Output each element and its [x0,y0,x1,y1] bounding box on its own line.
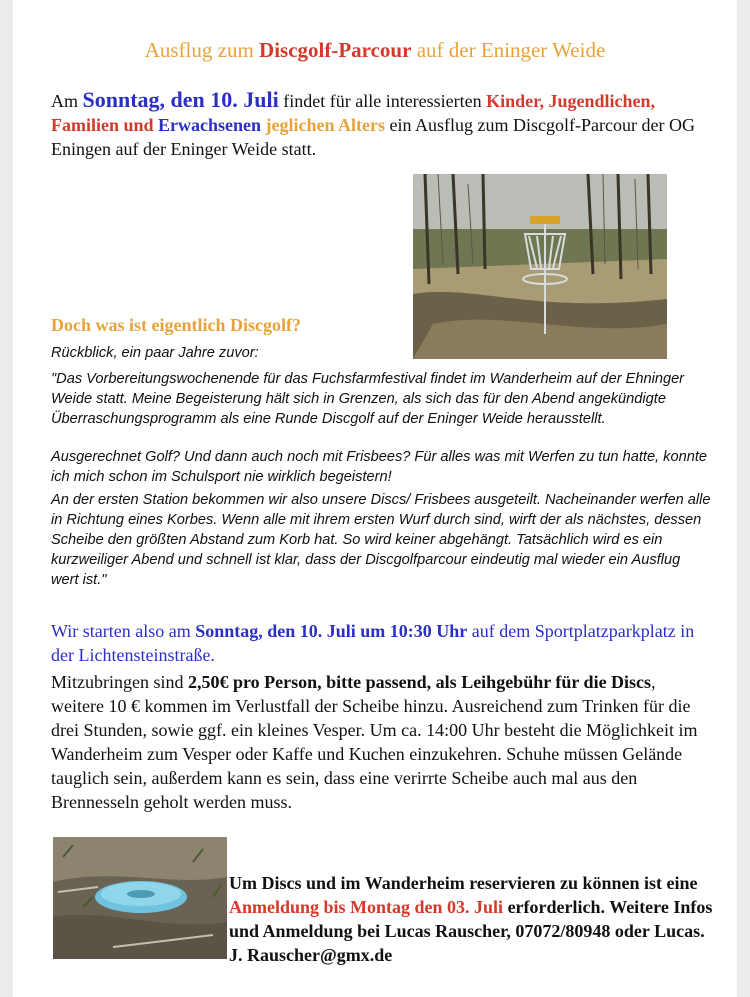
signup-text-2: erforderlich. Weitere Infos und Anmeldung bei Lucas Rauscher, 07072/80948 oder Lucas. J. Rauscher@gmx.de [229,897,713,965]
story-paragraph-2: Ausgerechnet Golf? Und dann auch noch mit Frisbees? Für alles was mit Werfen zu tun hatte, konnte ich mich schon im Schulsport nie wirklich begeistern! [51,449,707,485]
signup-deadline: Anmeldung bis Montag den 03. Juli [229,897,504,917]
section-heading: Doch was ist eigentlich Discgolf? [51,315,301,335]
story-intro: Rückblick, ein paar Jahre zuvor: [51,345,259,361]
title-text-2: auf der Eninger Weide [411,38,606,62]
intro-kinder: Kinder, [486,91,545,111]
signup-text-1: Um Discs und im Wanderheim reservieren zu können ist eine [229,873,698,893]
story-paragraph-3: An der ersten Station bekommen wir also unsere Discs/ Frisbees ausgeteilt. Nacheinander werfen alle in Richtung eines Korbes. Wenn alle mit ihrem ersten Wurf durch sind, wirft der als nächstes, dessen Scheibe den größten Abstand zum Korb hat. So wird keiner abgehängt. Tatsächlich wird es ein kurzweiliger Abend und schnell ist klar, dass der Discgolfparcour eindeutig mal wieder ein Ausflug wert ist." [51,492,711,588]
bring-info [51,670,711,814]
intro-text-1: Am [51,91,83,111]
frisbee-photo [53,837,227,959]
start-date: Sonntag, den 10. Juli um 10:30 Uhr [195,621,468,641]
story-paragraph-1: "Das Vorbereitungswochenende für das Fuchsfarmfestival findet im Wanderheim auf der Ehninger Weide statt. Meine Begeisterung hält sich in Grenzen, als sich das für den Abend angekündigte Überraschungsprogramm als eine Runde Discgolf auf der Eninger Weide herausstellt. [51,371,685,427]
start-text-2: auf dem Sportplatzparkplatz in der Lichtensteinstraße. [51,621,695,665]
intro-jugend: Jugendlichen, Familien und [51,91,656,135]
intro-paragraph [51,88,701,161]
title-text-1: Ausflug zum [144,38,260,62]
intro-text-2: findet für alle interessierten [278,91,487,111]
start-info [51,619,701,667]
page-title [0,38,750,63]
intro-text-5: ein Ausflug zum Discgolf-Parcour der OG Eningen auf der Eninger Weide statt. [51,115,695,159]
bring-text-2: , weitere 10 € kommen im Verlustfall der Scheibe hinzu. Ausreichend zum Trinken für die drei Stunden, sowie ggf. ein kleines Vesper. Um ca. 14:00 Uhr besteht die Möglichkeit im Wanderheim zum Vesper oder Kaffe und Kuchen einzukehren. Schuhe müssen Gelände tauglich sein, außerdem kann es sein, dass eine verirrte Scheibe auch mal aus den Brennesseln geholt werden muss. [51,672,698,812]
discgolf-basket-photo [413,174,667,359]
title-highlight: Discgolf-Parcour [259,38,412,62]
bring-fee: 2,50€ pro Person, bitte passend, als Leihgebühr für die Discs [188,672,652,692]
intro-date: Sonntag, den 10. Juli [82,87,279,112]
bring-text-1: Mitzubringen sind [51,672,188,692]
intro-alter: jeglichen Alters [265,115,386,135]
start-text-1: Wir starten also am [51,621,196,641]
registration-info [229,871,719,967]
intro-erwachsene: Erwachsenen [158,115,262,135]
